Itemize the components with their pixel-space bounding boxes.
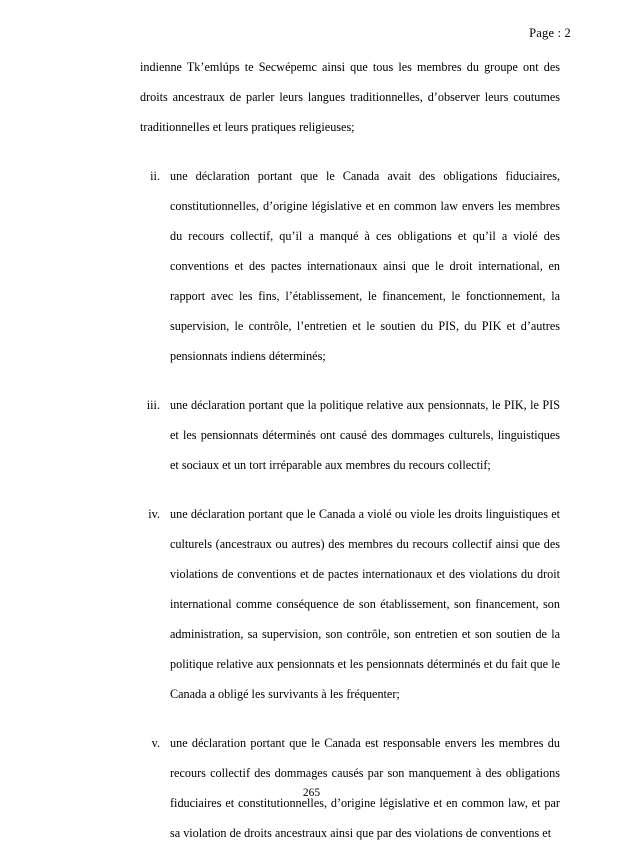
list-item-text: une déclaration portant que la politique relative aux pensionnats, le PIK, le PIS et les pensionnats déterminés ont causé des dommages culturels, linguistiques et sociaux et un tort irréparable aux membres du recours collectif; (170, 398, 560, 472)
list-item-marker: iii. (146, 398, 160, 412)
page-header-label: Page : 2 (529, 26, 571, 40)
document-body (140, 52, 560, 867)
list-item (140, 390, 560, 480)
list-item-marker: ii. (150, 169, 160, 183)
list-item-text: une déclaration portant que le Canada a violé ou viole les droits linguistiques et culturels (ancestraux ou autres) des membres du recours collectif ainsi que des violations de conventions et de pactes internationaux et des violations du droit international comme conséquence de son établissement, son financement, son administration, sa supervision, son contrôle, son entretien et son soutien de la politique relative aux pensionnats et les pensionnats déterminés et du fait que le Canada a obligé les survivants à les fréquenter; (170, 507, 560, 701)
list-item-text: une déclaration portant que le Canada avait des obligations fiduciaires, constitutionnelles, d’origine législative et en common law envers les membres du recours collectif, qu’il a manqué à ces obligations et qu’il a violé des conventions et des pactes internationaux ainsi que le droit international, en rapport avec les fins, l’établissement, le financement, le fonctionnement, la supervision, le contrôle, l’entretien et le soutien du PIS, du PIK et d’autres pensionnats indiens déterminés; (170, 169, 560, 363)
list-item (140, 499, 560, 709)
list-item-marker: v. (151, 736, 160, 750)
list-item (140, 161, 560, 371)
list-item-marker: iv. (148, 507, 160, 521)
lead-paragraph: indienne Tk’emlúps te Secwépemc ainsi que tous les membres du groupe ont des droits ancestraux de parler leurs langues traditionnelles, d’observer leurs coutumes traditionnelles et leurs pratiques religieuses; (140, 60, 560, 134)
footer-page-number: 265 (302, 787, 321, 799)
list-item-text: une déclaration portant que le Canada est responsable envers les membres du recours collectif des dommages causés par son manquement à des obligations fiduciaires et constitutionnelles, d’origine législative et en common law, et par sa violation de droits ancestraux ainsi que par des violations de conventions et (170, 736, 560, 840)
